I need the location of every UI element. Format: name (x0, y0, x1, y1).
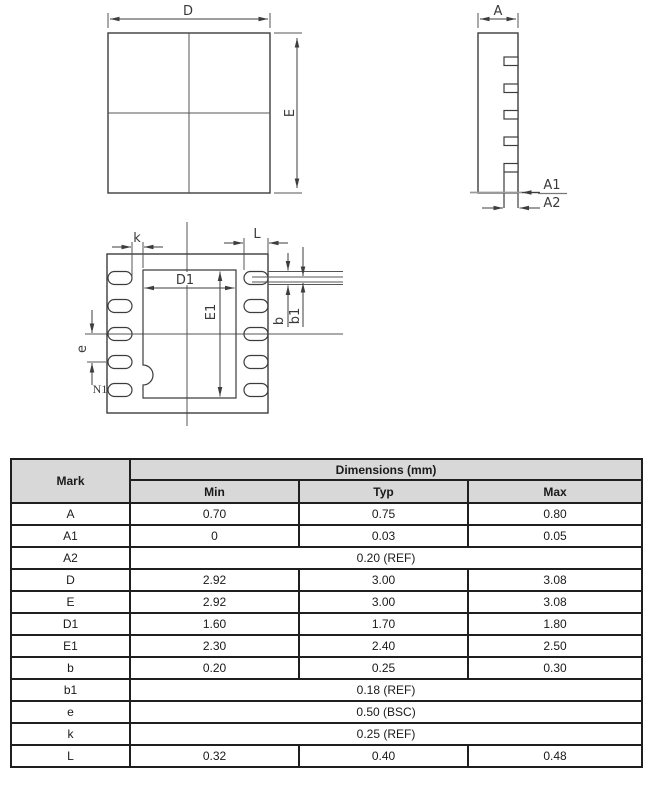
span-cell: 0.18 (REF) (130, 679, 642, 701)
span-cell: 0.20 (REF) (130, 547, 642, 569)
typ-cell: 3.00 (299, 591, 468, 613)
mark-cell: e (11, 701, 130, 723)
dim-label-A1: A1 (543, 178, 561, 193)
table-header-row (11, 459, 642, 480)
mark-cell: b1 (11, 679, 130, 701)
dim-label-D: D (182, 4, 194, 19)
max-cell: 0.80 (468, 503, 642, 525)
typ-cell: 0.25 (299, 657, 468, 679)
mark-column-header: Mark (11, 459, 130, 503)
col-header-max: Max (468, 480, 642, 503)
table-row-E1 (11, 635, 642, 657)
side-view-leads (504, 57, 518, 208)
typ-cell: 3.00 (299, 569, 468, 591)
dimensions-group-header: Dimensions (mm) (130, 459, 642, 480)
lead-notch (504, 84, 518, 93)
mark-cell: A (11, 503, 130, 525)
pad (108, 272, 132, 285)
min-cell: 2.92 (130, 591, 299, 613)
dim-label-E: E (283, 108, 298, 118)
mark-cell: A1 (11, 525, 130, 547)
mark-cell: D1 (11, 613, 130, 635)
dim-label-k: k (133, 231, 141, 246)
lead-notch (504, 164, 518, 173)
mark-cell: A2 (11, 547, 130, 569)
top-view (108, 4, 302, 193)
max-cell: 2.50 (468, 635, 642, 657)
min-cell: 0.32 (130, 745, 299, 767)
pad (244, 272, 268, 285)
min-cell: 0 (130, 525, 299, 547)
max-cell: 0.05 (468, 525, 642, 547)
table-row-A (11, 503, 642, 525)
typ-cell: 1.70 (299, 613, 468, 635)
max-cell: 3.08 (468, 591, 642, 613)
max-cell: 3.08 (468, 569, 642, 591)
max-cell: 0.48 (468, 745, 642, 767)
pad (108, 300, 132, 313)
min-cell: 2.92 (130, 569, 299, 591)
pad (108, 356, 132, 369)
bottom-view (75, 222, 343, 426)
table-row-b1 (11, 679, 642, 701)
dimensions-table (10, 458, 643, 768)
span-cell: 0.50 (BSC) (130, 701, 642, 723)
max-cell: 1.80 (468, 613, 642, 635)
dim-label-b: b (272, 316, 287, 326)
table-row-A2 (11, 547, 642, 569)
pad (244, 384, 268, 397)
mark-cell: E (11, 591, 130, 613)
mark-cell: b (11, 657, 130, 679)
min-cell: 1.60 (130, 613, 299, 635)
pad (108, 384, 132, 397)
min-cell: 0.70 (130, 503, 299, 525)
table-row-e (11, 701, 642, 723)
mark-cell: k (11, 723, 130, 745)
min-cell: 0.20 (130, 657, 299, 679)
table-row-b (11, 657, 642, 679)
dim-label-D1: D1 (175, 273, 195, 288)
mark-cell: L (11, 745, 130, 767)
pin1-label-N1: N1 (92, 382, 108, 396)
table-row-k (11, 723, 642, 745)
dim-label-L: L (253, 227, 261, 242)
dim-label-e: e (75, 345, 90, 353)
table-row-E (11, 591, 642, 613)
lead-notch (504, 57, 518, 66)
mark-cell: D (11, 569, 130, 591)
lead-notch (504, 137, 518, 146)
table-row-L (11, 745, 642, 767)
max-cell: 0.30 (468, 657, 642, 679)
typ-cell: 0.75 (299, 503, 468, 525)
table-row-A1 (11, 525, 642, 547)
pad (244, 300, 268, 313)
col-header-typ: Typ (299, 480, 468, 503)
table-row-D1 (11, 613, 642, 635)
pad (244, 356, 268, 369)
lead-notch (504, 111, 518, 120)
typ-cell: 2.40 (299, 635, 468, 657)
side-view (470, 4, 567, 211)
dim-label-A2: A2 (543, 196, 561, 211)
typ-cell: 0.40 (299, 745, 468, 767)
dim-label-b1: b1 (288, 307, 303, 325)
dim-label-E1: E1 (204, 303, 219, 321)
mark-cell: E1 (11, 635, 130, 657)
col-header-min: Min (130, 480, 299, 503)
span-cell: 0.25 (REF) (130, 723, 642, 745)
table-row-D (11, 569, 642, 591)
typ-cell: 0.03 (299, 525, 468, 547)
dim-label-A: A (493, 4, 503, 19)
min-cell: 2.30 (130, 635, 299, 657)
